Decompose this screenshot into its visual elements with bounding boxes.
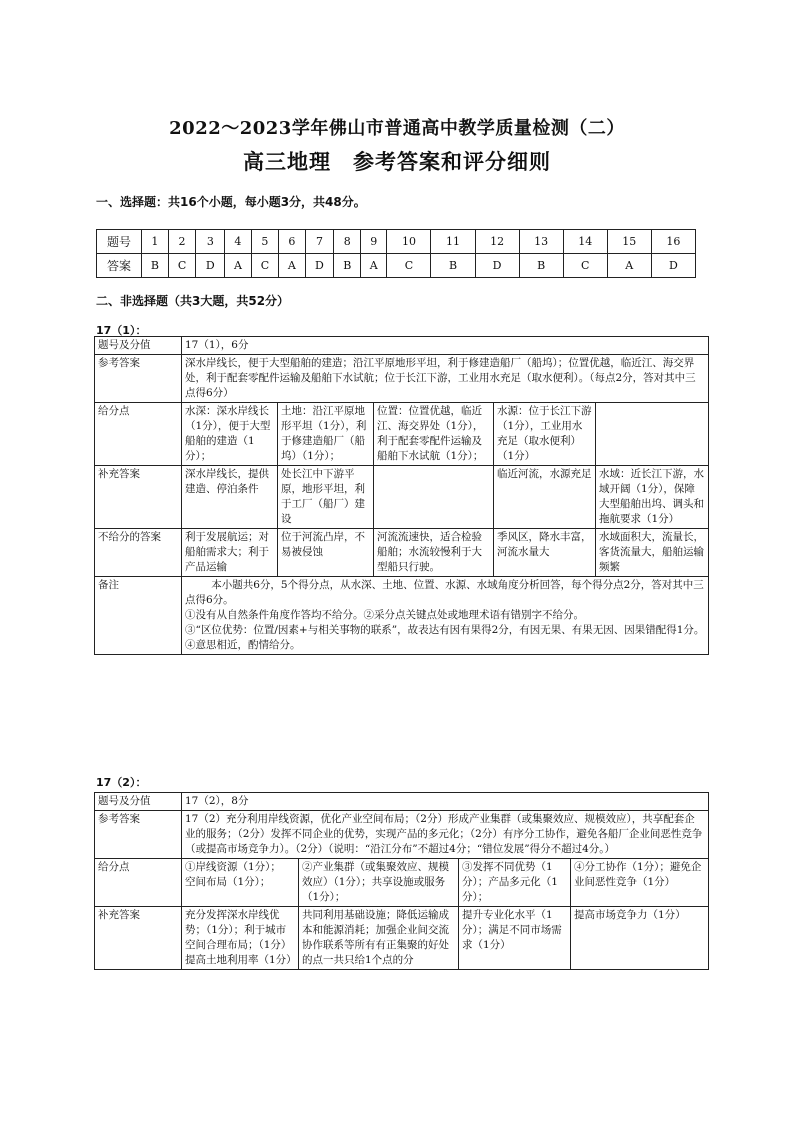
- notes-label: 备注: [95, 577, 182, 655]
- scoring-point: 土地：沿江平原地形平坦（1分），利于修建造船厂（船坞）（1分）；: [278, 403, 374, 466]
- scoring-point: ②产业集群（或集聚效应、规模效应）（1分）；共享设施或服务（1分）；: [299, 859, 459, 907]
- answer-cell: C: [387, 254, 431, 278]
- question-number: 13: [519, 230, 563, 254]
- choice-answer-table: [96, 229, 696, 278]
- answer-cell: D: [475, 254, 519, 278]
- no-credit-label: 不给分的答案: [95, 529, 182, 577]
- question-number: 14: [563, 230, 607, 254]
- supplementary-row: [95, 907, 709, 970]
- question-number: 11: [431, 230, 475, 254]
- answer-cell: A: [361, 254, 387, 278]
- answer-cell: B: [519, 254, 563, 278]
- supplementary-answer: 提升专业化水平（1分）；满足不同市场需求（1分）: [459, 907, 571, 970]
- question-number-row: [97, 230, 696, 254]
- scoring-point: 水源：位于长江下游（1分），工业用水充足（取水便利）（1分）: [494, 403, 596, 466]
- no-credit-answer: 水域面积大，流量长，客货流量大，船舶运输频繁: [596, 529, 709, 577]
- question-number: 2: [168, 230, 196, 254]
- q17-2-grading-table: [94, 792, 709, 970]
- supplementary-answer: 充分发挥深水岸线优势；（1分）；利于城市空间合理布局；（1分）提高土地利用率（1分）: [182, 907, 299, 970]
- no-credit-answer: 位于河流凸岸，不易被侵蚀: [278, 529, 374, 577]
- question-number: 6: [279, 230, 305, 254]
- score-row: [95, 337, 709, 355]
- score-value: 17（1），6分: [182, 337, 709, 355]
- question-number: 16: [651, 230, 695, 254]
- scoring-points-row: [95, 859, 709, 907]
- note-line: ①没有从自然条件角度作答均不给分。②采分点关键点处或地理术语有错别字不给分。: [185, 609, 584, 621]
- score-label: 题号及分值: [95, 793, 182, 811]
- answer-cell: D: [196, 254, 225, 278]
- question-number: 9: [361, 230, 387, 254]
- supplementary-row: [95, 466, 709, 529]
- no-credit-answer: 利于发展航运；对船舶需求大；利于产品运输: [182, 529, 278, 577]
- scoring-points-label: 给分点: [95, 403, 182, 466]
- answer-cell: C: [251, 254, 279, 278]
- supplementary-answer: 水域：近长江下游，水域开阔（1分），保障大型船舶出坞、调头和拖航要求（1分）: [596, 466, 709, 529]
- question-number: 10: [387, 230, 431, 254]
- supplementary-label: 补充答案: [95, 907, 182, 970]
- q17-1-grading-table: [94, 336, 709, 655]
- supplementary-answer: [374, 466, 494, 529]
- score-value: 17（2），8分: [182, 793, 709, 811]
- no-credit-answer: 河流流速快，适合检验船舶；水流较慢利于大型船只行驶。: [374, 529, 494, 577]
- answer-cell: D: [651, 254, 695, 278]
- notes-content: [182, 577, 709, 655]
- reference-answer-text: 深水岸线长，便于大型船舶的建造；沿江平原地形平坦，利于修建造船厂（船坞）；位置优越，临近江、海交界处，利于配套零配件运输及船舶下水试航；位于长江下游，工业用水充足（取水便利）。（每点2分，答对其中三点得6分）: [182, 355, 709, 403]
- section2-heading: 二、非选择题（共3大题，共52分）: [96, 294, 290, 308]
- question-number: 7: [305, 230, 334, 254]
- supplementary-answer: 提高市场竞争力（1分）: [571, 907, 709, 970]
- no-credit-answer: 季风区，降水丰富，河流水量大: [494, 529, 596, 577]
- answer-cell: A: [225, 254, 251, 278]
- reference-answer-text: 17（2）充分利用岸线资源，优化产业空间布局；（2分）形成产业集群（或集聚效应、规模效应），共享配套企业的服务；（2分）发挥不同企业的优势，实现产品的多元化；（2分）有序分工协作，避免各船厂企业间恶性竞争（或提高市场竞争力）。（2分）（说明：“沿江分布”不超过4分；“错位发展”得分不超过4分。）: [182, 811, 709, 859]
- row-label-answer: 答案: [97, 254, 142, 278]
- note-line: 本小题共6分，5个得分点，从水深、土地、位置、水源、水域角度分析回答，每个得分点2分，答对其中三点得6分。: [185, 579, 704, 606]
- scoring-point: 水深：深水岸线长（1分），便于大型船舶的建造（1分）；: [182, 403, 278, 466]
- reference-answer-row: [95, 811, 709, 859]
- answer-cell: C: [168, 254, 196, 278]
- reference-label: 参考答案: [95, 355, 182, 403]
- reference-answer-row: [95, 355, 709, 403]
- answer-cell: A: [279, 254, 305, 278]
- answer-cell: D: [305, 254, 334, 278]
- scoring-points-label: 给分点: [95, 859, 182, 907]
- question-number: 15: [607, 230, 651, 254]
- scoring-points-row: [95, 403, 709, 466]
- question-number: 5: [251, 230, 279, 254]
- scoring-point: ④分工协作（1分）；避免企业间恶性竞争（1分）: [571, 859, 709, 907]
- notes-row: [95, 577, 709, 655]
- q17-1-label: 17（1）：: [96, 324, 147, 337]
- supplementary-answer: 临近河流，水源充足: [494, 466, 596, 529]
- no-credit-row: [95, 529, 709, 577]
- question-number: 3: [196, 230, 225, 254]
- scoring-point: 位置：位置优越，临近江、海交界处（1分），利于配套零配件运输及船舶下水试航（1分）；: [374, 403, 494, 466]
- supplementary-label: 补充答案: [95, 466, 182, 529]
- answer-row: [97, 254, 696, 278]
- question-number: 4: [225, 230, 251, 254]
- supplementary-answer: 深水岸线长，提供建造、停泊条件: [182, 466, 278, 529]
- section1-heading: 一、选择题：共16个小题，每小题3分，共48分。: [96, 195, 366, 209]
- exam-subtitle: 高三地理 参考答案和评分细则: [243, 149, 551, 174]
- score-label: 题号及分值: [95, 337, 182, 355]
- answer-cell: A: [607, 254, 651, 278]
- score-row: [95, 793, 709, 811]
- note-line: ③“区位优势：位置/因素+与相关事物的联系”，故表达有因有果得2分，有因无果、有果无因、因果错配得1分。④意思相近，酌情给分。: [185, 624, 705, 651]
- row-label-question: 题号: [97, 230, 142, 254]
- scoring-point: ③发挥不同优势（1分）；产品多元化（1分）；: [459, 859, 571, 907]
- answer-cell: B: [334, 254, 361, 278]
- scoring-point: ①岸线资源（1分）； 空间布局（1分）；: [182, 859, 299, 907]
- empty-cell: [596, 403, 709, 466]
- question-number: 12: [475, 230, 519, 254]
- question-number: 8: [334, 230, 361, 254]
- answer-cell: B: [431, 254, 475, 278]
- reference-label: 参考答案: [95, 811, 182, 859]
- supplementary-answer: 处长江中下游平原，地形平坦，利于工厂（船厂）建设: [278, 466, 374, 529]
- q17-2-label: 17（2）：: [96, 776, 147, 789]
- answer-cell: C: [563, 254, 607, 278]
- exam-title: 2022～2023学年佛山市普通高中教学质量检测（二）: [169, 118, 625, 139]
- answer-cell: B: [142, 254, 169, 278]
- question-number: 1: [142, 230, 169, 254]
- supplementary-answer: 共同利用基础设施；降低运输成本和能源消耗；加强企业间交流协作联系等所有有正集聚的好处的点一共只给1个点的分: [299, 907, 459, 970]
